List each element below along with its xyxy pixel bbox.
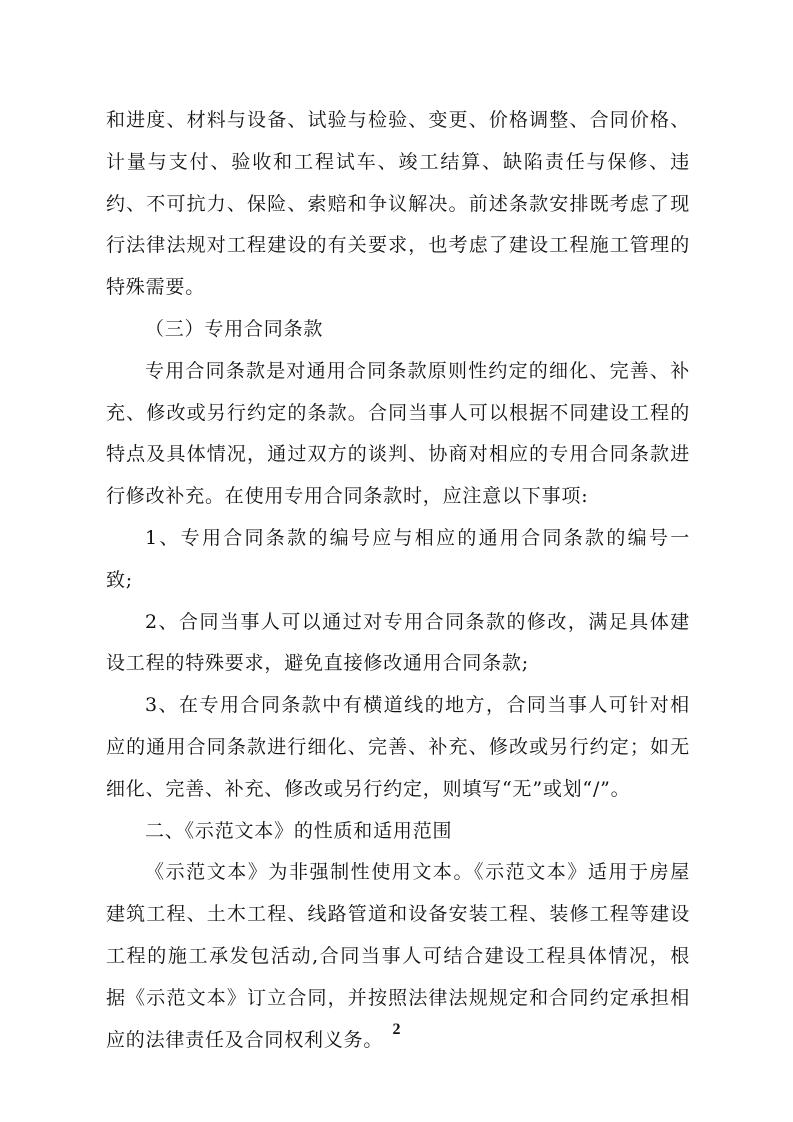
- section-heading-3: （三）专用合同条款: [145, 318, 324, 340]
- paragraph-2-line: 特点及具体情况，通过双方的谈判、协商对相应的专用合同条款进: [106, 443, 690, 466]
- list-item-3-line: 细化、完善、补充、修改或另行约定，则填写“无”或划“/”。: [106, 777, 631, 800]
- paragraph-2-line: 充、修改或另行约定的条款。合同当事人可以根据不同建设工程的: [106, 401, 690, 424]
- paragraph-2-line: 行修改补充。在使用专用合同条款时，应注意以下事项:: [106, 485, 589, 508]
- paragraph-3-line: 建筑工程、土木工程、线路管道和设备安装工程、装修工程等建设: [106, 903, 690, 926]
- list-item-1-line: 1、专用合同条款的编号应与相应的通用合同条款的编号一: [145, 527, 690, 549]
- paragraph-1-line: 约、不可抗力、保险、索赔和争议解决。前述条款安排既考虑了现: [106, 192, 690, 215]
- list-item-3-line: 3、在专用合同条款中有横道线的地方，合同当事人可针对相: [145, 694, 690, 717]
- paragraph-3-line: 工程的施工承发包活动,合同当事人可结合建设工程具体情况，根: [106, 945, 690, 967]
- list-item-1-line: 致;: [106, 568, 134, 591]
- paragraph-3-line: 应的法律责任及合同权利义务。: [106, 1028, 384, 1051]
- paragraph-1-line: 计量与支付、验收和工程试车、竣工结算、缺陷责任与保修、违: [106, 150, 690, 173]
- paragraph-1-line: 和进度、材料与设备、试验与检验、变更、价格调整、合同价格、: [106, 109, 690, 131]
- paragraph-1-line: 特殊需要。: [106, 276, 206, 299]
- paragraph-3-line: 《示范文本》为非强制性使用文本。《示范文本》适用于房屋: [145, 861, 690, 884]
- section-heading-2: 二、《示范文本》的性质和适用范围: [145, 819, 453, 842]
- page-number: 2: [392, 1021, 401, 1038]
- list-item-2-line: 设工程的特殊要求，避免直接修改通用合同条款;: [106, 652, 530, 675]
- paragraph-3-line: 据《示范文本》订立合同，并按照法律法规规定和合同约定承担相: [106, 986, 690, 1009]
- paragraph-1-line: 行法律法规对工程建设的有关要求，也考虑了建设工程施工管理的: [106, 234, 690, 257]
- paragraph-2-line: 专用合同条款是对通用合同条款原则性约定的细化、完善、补: [145, 359, 690, 382]
- list-item-2-line: 2、合同当事人可以通过对专用合同条款的修改，满足具体建: [145, 610, 690, 633]
- list-item-3-line: 应的通用合同条款进行细化、完善、补充、修改或另行约定；如无: [106, 736, 690, 758]
